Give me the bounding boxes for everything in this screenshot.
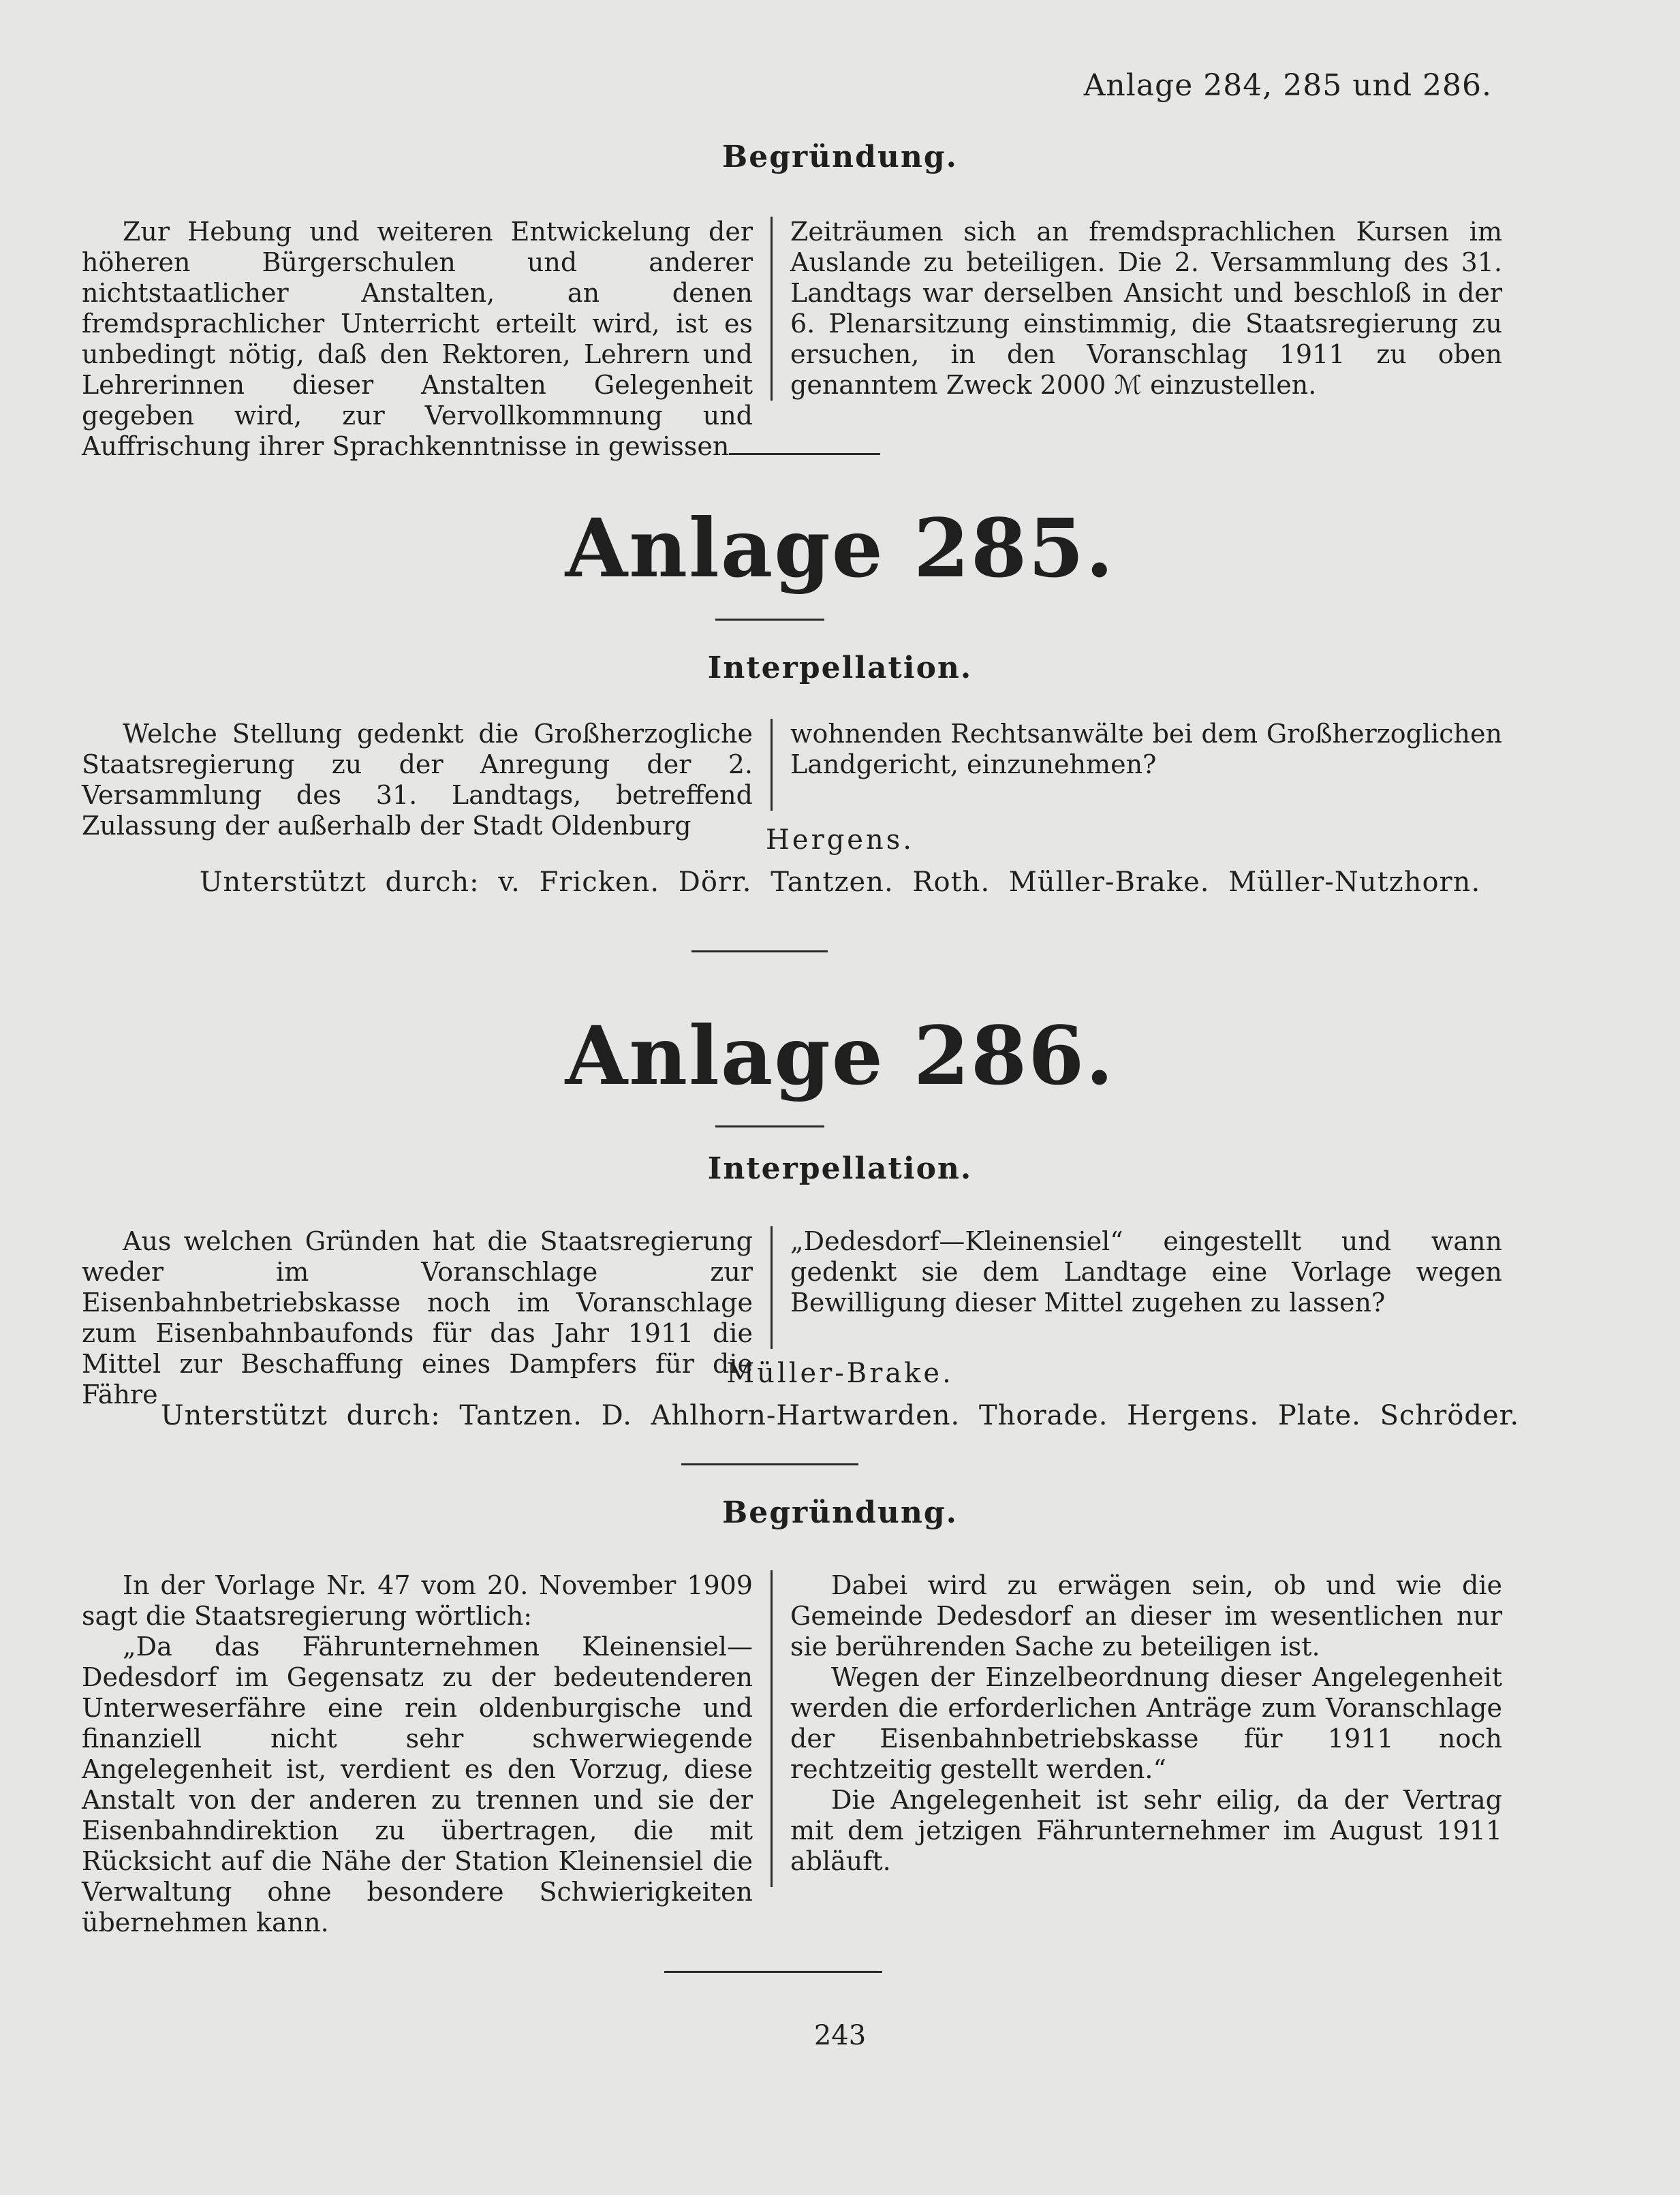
separator-rule [664,1971,882,1973]
column-divider [771,719,773,811]
paragraph: „Dedesdorf—Kleinensiel“ eingestellt und wann gedenkt sie dem Landtage eine Vorlage wegen Bewilligung dieser Mittel zugehen zu lassen? [790,1226,1502,1318]
column-divider [771,217,773,401]
signer: Hergens. [766,824,914,856]
paragraph: Zur Hebung und weiteren Entwickelung der höheren Bürgerschulen und anderer nichtstaatlicher Anstalten, an denen fremdsprachlicher Unterricht erteilt wird, ist es unbedingt nötig, daß den Rektoren, Lehrern und Lehrerinnen dieser Anstalten Gelegenheit gegeben wird, zur Vervollkommnung und Auffrischung ihrer Sprachkenntnisse in gewissen [82,217,753,461]
anlage-286-title: Anlage 286. [565,1008,1115,1103]
signer: Müller-Brake. [726,1358,954,1389]
right-column-text [790,217,1502,401]
left-column-text [82,1570,753,1938]
left-column-text [82,719,753,841]
separator-rule [681,1463,858,1465]
right-column-text [790,1226,1502,1318]
section-heading-interpellation-286: Interpellation. [707,1151,973,1186]
right-column-text [790,1570,1502,1877]
anlage-285-title: Anlage 285. [565,501,1115,595]
header-reference: Anlage 284, 285 und 286. [1083,68,1492,103]
paragraph: Die Angelegenheit ist sehr eilig, da der Vertrag mit dem jetzigen Fährunternehmer im August 1911 abläuft. [790,1785,1502,1876]
supported-by: Unterstützt durch: v. Fricken. Dörr. Tantzen. Roth. Müller-Brake. Müller-Nutzhorn. [199,867,1481,898]
column-divider [771,1570,773,1887]
paragraph: Wegen der Einzelbeordnung dieser Angelegenheit werden die erforderlichen Anträge zum Voranschlage der Eisenbahnbetriebskasse für 1911 noch rechtzeitig gestellt werden.“ [790,1662,1502,1784]
paragraph: Dabei wird zu erwägen sein, ob und wie die Gemeinde Dedesdorf an dieser im wesentlichen nur sie berührenden Sache zu beteiligen ist. [790,1570,1502,1662]
section-heading-begruendung-2: Begründung. [722,1495,958,1530]
section-heading-begruendung-1: Begründung. [722,140,958,174]
paragraph: Aus welchen Gründen hat die Staatsregierung weder im Voranschlage zur Eisenbahnbetriebskasse noch im Voranschlage zum Eisenbahnbaufonds für das Jahr 1911 die Mittel zur Beschaffung eines Dampfers für die Fähre [82,1226,753,1410]
right-column-text [790,719,1502,780]
section-heading-interpellation-285: Interpellation. [707,651,973,685]
column-divider [771,1226,773,1349]
separator-rule [715,1125,824,1127]
supported-by: Unterstützt durch: Tantzen. D. Ahlhorn-Hartwarden. Thorade. Hergens. Plate. Schröder. [160,1400,1520,1431]
paragraph: wohnenden Rechtsanwälte bei dem Großherzoglichen Landgericht, einzunehmen? [790,719,1502,779]
separator-rule [729,453,880,455]
paragraph: „Da das Fährunternehmen Kleinensiel—Dedesdorf im Gegensatz zu der bedeutenderen Unterweserfähre eine rein oldenburgische und finanziell nicht sehr schwerwiegende Angelegenheit ist, verdient es den Vorzug, diese Anstalt von der anderen zu trennen und sie der Eisenbahndirektion zu übertragen, die mit Rücksicht auf die Nähe der Station Kleinensiel die Verwaltung ohne besondere Schwierigkeiten übernehmen kann. [82,1632,753,1937]
paragraph: Zeiträumen sich an fremdsprachlichen Kursen im Auslande zu beteiligen. Die 2. Versammlung des 31. Landtags war derselben Ansicht und beschloß in der 6. Plenarsitzung einstimmig, die Staatsregierung zu ersuchen, in den Voranschlag 1911 zu oben genanntem Zweck 2000 ℳ einzustellen. [790,217,1502,400]
left-column-text [82,217,753,462]
paragraph: In der Vorlage Nr. 47 vom 20. November 1909 sagt die Staatsregierung wörtlich: [82,1570,753,1631]
page-number: 243 [813,2020,867,2051]
paragraph: Welche Stellung gedenkt die Großherzogliche Staatsregierung zu der Anregung der 2. Versammlung des 31. Landtags, betreffend Zulassung der außerhalb der Stadt Oldenburg [82,719,753,841]
separator-rule [691,950,828,952]
separator-rule [715,619,824,621]
